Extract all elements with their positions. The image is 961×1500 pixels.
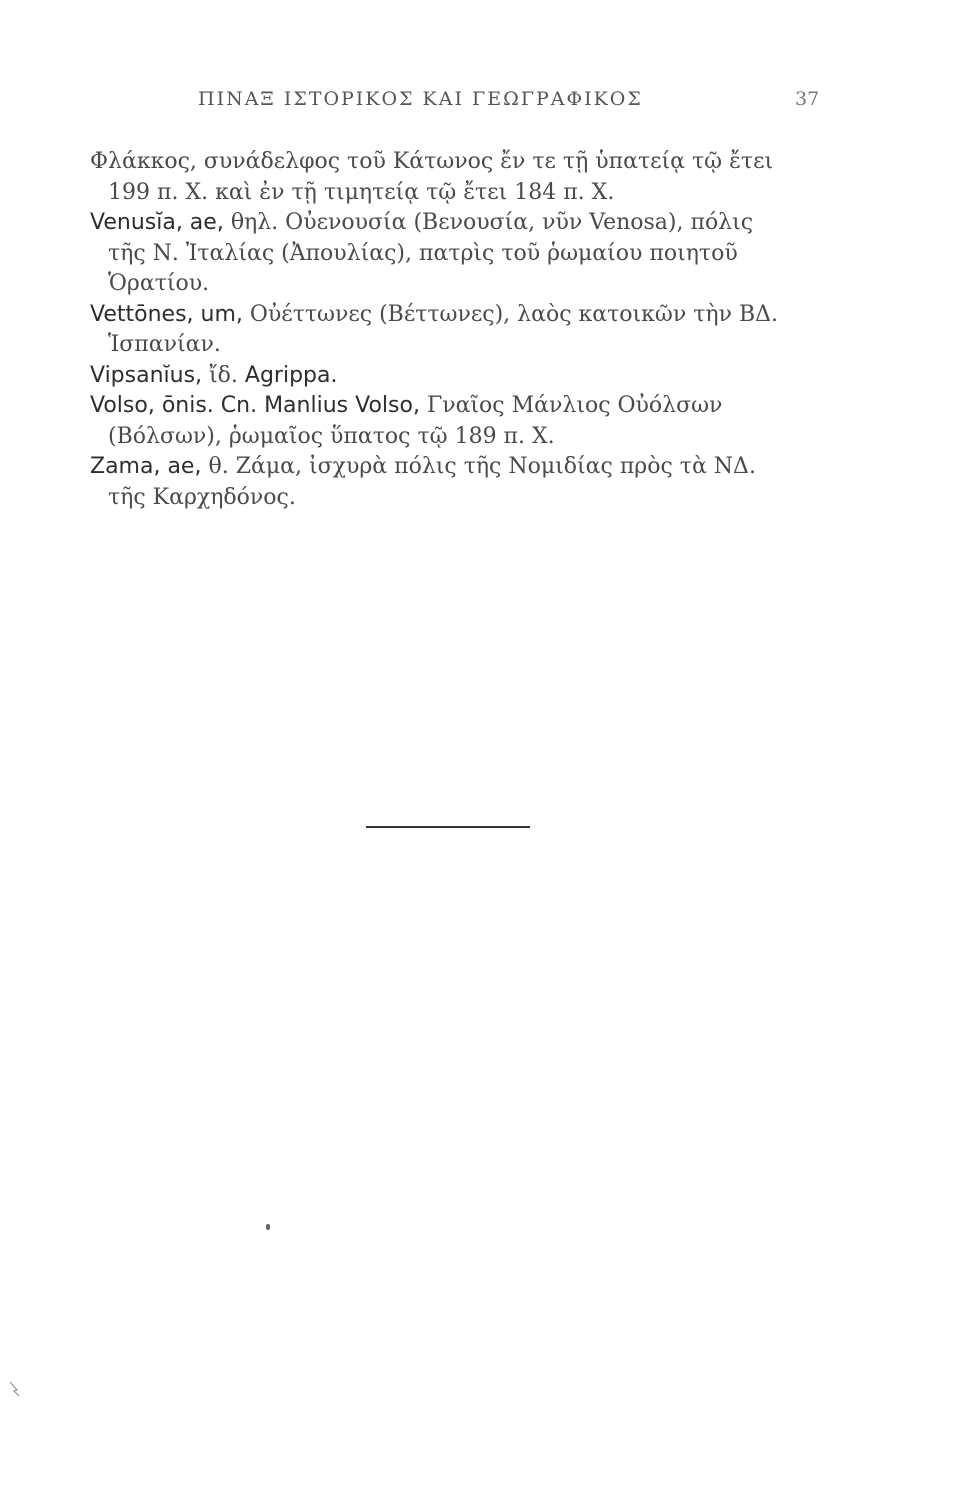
entry-line [90, 361, 830, 392]
entry-line [90, 178, 830, 209]
running-head-title: ΠΙΝΑΞ ΙΣΤΟΡΙΚΟΣ ΚΑΙ ΓΕΩΓΡΑΦΙΚΟΣ [198, 88, 643, 110]
entry-line [90, 269, 830, 300]
entry-greek-text: Ὁρατίου. [108, 271, 210, 296]
entry-headword: Vipsanĭus, [90, 362, 210, 388]
entry-line [90, 452, 830, 483]
entry-headword: Zama, ae, [90, 454, 209, 479]
entry-greek-text: Φλάκκος, συνάδελφος τοῦ Κάτωνος ἔν τε τῇ ὑπατείᾳ τῷ ἔτει [90, 149, 774, 174]
entry-greek-text: Ἱσπανίαν. [108, 332, 221, 357]
entry-headword: Volso, ōnis. Cn. Manlius Volso, [90, 393, 427, 418]
entry-greek-text: (Βόλσων), ῥωμαῖος ὕπατος τῷ 189 π. Χ. [108, 423, 555, 449]
entry-greek-text: ἴδ. [209, 362, 245, 388]
entry-greek-text: τῆς Καρχηδόνος. [108, 484, 296, 510]
scan-artifact-mark [8, 1380, 22, 1398]
entry-line [90, 483, 830, 514]
entry-line [90, 422, 830, 453]
entry-greek-text: θηλ. Οὐενουσία (Βενουσία, νῦν Venosa), πόλις [230, 210, 754, 235]
entry-greek-text: τῆς Ν. Ἰταλίας (Ἀπουλίας), πατρὶς τοῦ ῥωμαίου ποιητοῦ [108, 240, 738, 266]
entry-headword: Vettōnes, um, [90, 301, 250, 327]
running-head [0, 88, 961, 118]
entry-greek-text: Γναῖος Μάνλιος Οὐόλσων [426, 393, 723, 418]
entry-cross-reference: Agrippa. [244, 362, 338, 388]
entry-line [90, 208, 830, 239]
entry-line [90, 300, 830, 331]
entry-line [90, 391, 830, 422]
entry-greek-text: Οὐέττωνες (Βέττωνες), λαὸς κατοικῶν τὴν ΒΔ. [249, 301, 778, 327]
entry-greek-text: 199 π. Χ. καὶ ἐν τῇ τιμητείᾳ τῷ ἔτει 184 π. Χ. [108, 179, 615, 205]
entry-line [90, 147, 830, 178]
entry-headword: Venusĭa, ae, [90, 210, 231, 235]
print-speck [266, 1224, 270, 1230]
entry-line [90, 330, 830, 361]
index-entries [90, 147, 830, 513]
section-end-rule [366, 826, 530, 828]
entry-line [90, 239, 830, 270]
page-number: 37 [795, 88, 820, 110]
entry-greek-text: θ. Ζάμα, ἰσχυρὰ πόλις τῆς Νομιδίας πρὸς τὰ ΝΔ. [208, 454, 756, 479]
